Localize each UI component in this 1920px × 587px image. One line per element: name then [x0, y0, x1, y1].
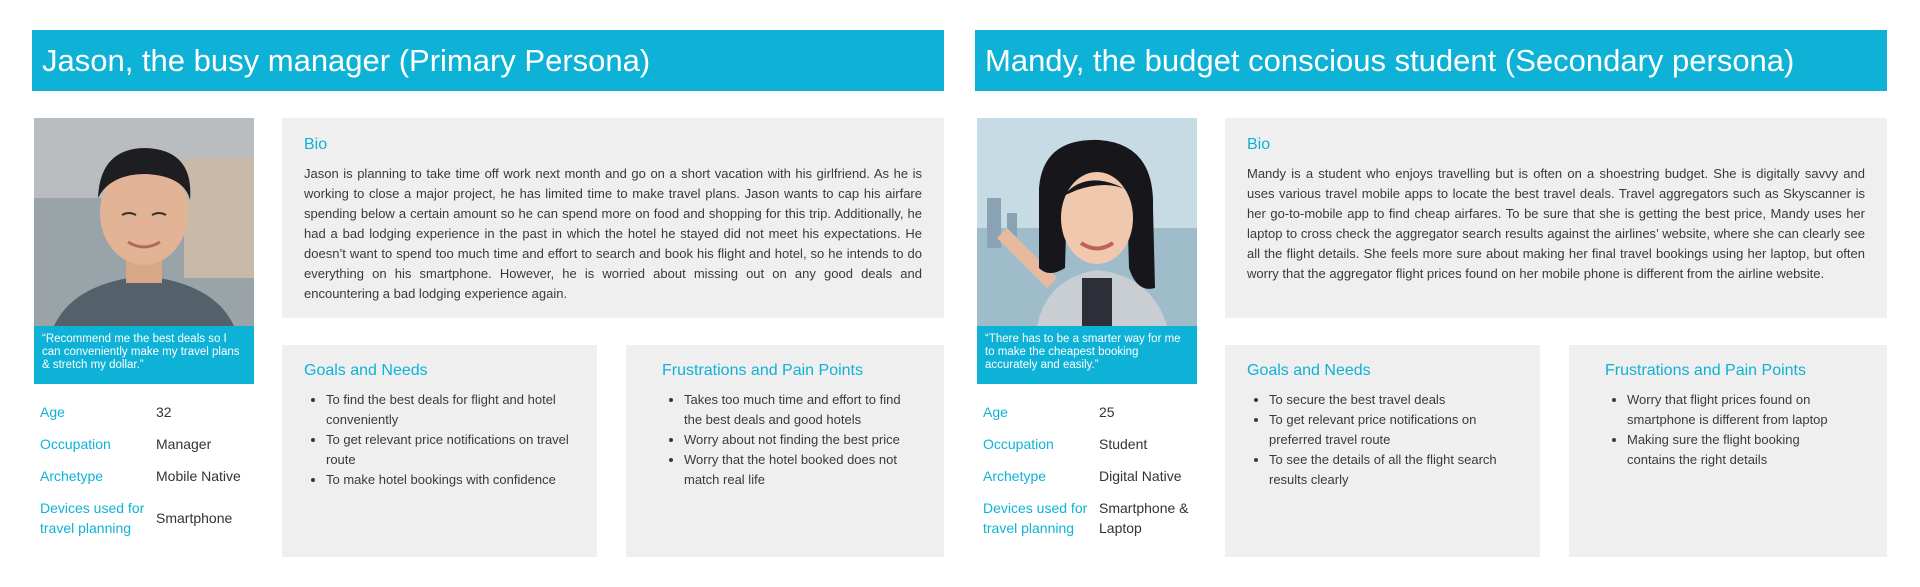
list-item: • Making sure the flight booking contains the right details [1627, 430, 1851, 470]
detail-value: Digital Native [1099, 468, 1182, 484]
detail-label: Devices used for travel planning [983, 500, 1088, 536]
persona-quote: “There has to be a smarter way for me to make the cheapest booking accurately and easily.” [977, 326, 1197, 384]
list-item: • To get relevant price notifications on preferred travel route [1269, 410, 1518, 450]
list-item: • To make hotel bookings with confidence [326, 470, 575, 490]
list-item: • To get relevant price notifications on travel route [326, 430, 575, 470]
detail-value: Manager [156, 436, 212, 452]
frustrations-list [1605, 390, 1851, 470]
detail-value: 25 [1099, 404, 1115, 420]
detail-row-age [977, 402, 1207, 422]
goals-card [282, 345, 597, 557]
detail-row-age [34, 402, 264, 422]
goals-list [304, 390, 575, 490]
bio-text: Jason is planning to take time off work next month and go on a short vacation with his girlfriend. As he is working to close a major project, he has limited time to make travel plans. Jason wants to cap his airfare spending below a certain amount so he can spend more on food and shopping for this trip. Additionally, he had a bad lodging experience in the past in which the hotel he stayed did not meet his expectations. He doesn’t want to spend too much time and effort to search and book his flight and hotel, so he intends to do everything on his smartphone. However, he is worried about missing out on any good deals and encountering a bad lodging experience again. [304, 166, 922, 301]
frustrations-list [662, 390, 908, 490]
bio-title: Bio [1247, 136, 1271, 153]
list-item: • Takes too much time and effort to find the best deals and good hotels [684, 390, 908, 430]
frustrations-title: Frustrations and Pain Points [1605, 362, 1806, 379]
bio-text: Mandy is a student who enjoys travelling but is often on a shoestring budget. She is digitally savvy and uses various travel mobile apps to locate the best travel deals. Travel aggregators such as Skyscanner is her go-to-mobile app to find cheap airfares. To be sure that she is getting the best price, Mandy uses her laptop to cross check the aggregator search results against the airlines’ website, where she can clearly see all the flight details. She feels more sure about making her final travel bookings using her laptop, but often worry that the aggregator flight prices found on her mobile phone is different from the airline website. [1247, 166, 1865, 281]
detail-value: Student [1099, 436, 1148, 452]
bio-card [1225, 118, 1887, 318]
detail-label: Archetype [983, 468, 1047, 484]
detail-row-occupation [34, 434, 264, 454]
frustrations-card [1569, 345, 1887, 557]
persona-details [34, 402, 264, 550]
detail-row-devices [34, 498, 264, 538]
frustrations-card [626, 345, 944, 557]
detail-value: Smartphone & Laptop [1099, 500, 1189, 536]
bio-title: Bio [304, 136, 328, 153]
goals-title: Goals and Needs [1247, 362, 1371, 379]
detail-label: Age [983, 404, 1008, 420]
persona-title: Mandy, the budget conscious student (Secondary persona) [975, 30, 1887, 91]
detail-label: Age [40, 404, 65, 420]
list-item: • Worry about not finding the best price [684, 430, 908, 450]
detail-value: Smartphone [156, 510, 233, 526]
persona-card-jason [32, 30, 944, 560]
detail-label: Occupation [983, 436, 1054, 452]
list-item: • To secure the best travel deals [1269, 390, 1518, 410]
goals-list [1247, 390, 1518, 490]
persona-quote: “Recommend me the best deals so I can conveniently make my travel plans & stretch my dollar.” [34, 326, 254, 384]
list-item: • Worry that flight prices found on smartphone is different from laptop [1627, 390, 1851, 430]
persona-title: Jason, the busy manager (Primary Persona) [32, 30, 944, 91]
goals-title: Goals and Needs [304, 362, 428, 379]
persona-details [977, 402, 1207, 550]
frustrations-title: Frustrations and Pain Points [662, 362, 863, 379]
persona-photo [977, 118, 1197, 326]
goals-card [1225, 345, 1540, 557]
detail-row-archetype [34, 466, 264, 486]
detail-row-occupation [977, 434, 1207, 454]
list-item: • Worry that the hotel booked does not match real life [684, 450, 908, 490]
detail-value: Mobile Native [156, 468, 241, 484]
persona-photo [34, 118, 254, 326]
list-item: • To see the details of all the flight search results clearly [1269, 450, 1518, 490]
detail-label: Occupation [40, 436, 111, 452]
bio-card [282, 118, 944, 318]
detail-row-archetype [977, 466, 1207, 486]
detail-label: Devices used for travel planning [40, 500, 145, 536]
persona-card-mandy [975, 30, 1887, 560]
list-item: • To find the best deals for flight and hotel conveniently [326, 390, 575, 430]
detail-value: 32 [156, 404, 172, 420]
detail-row-devices [977, 498, 1207, 538]
detail-label: Archetype [40, 468, 104, 484]
